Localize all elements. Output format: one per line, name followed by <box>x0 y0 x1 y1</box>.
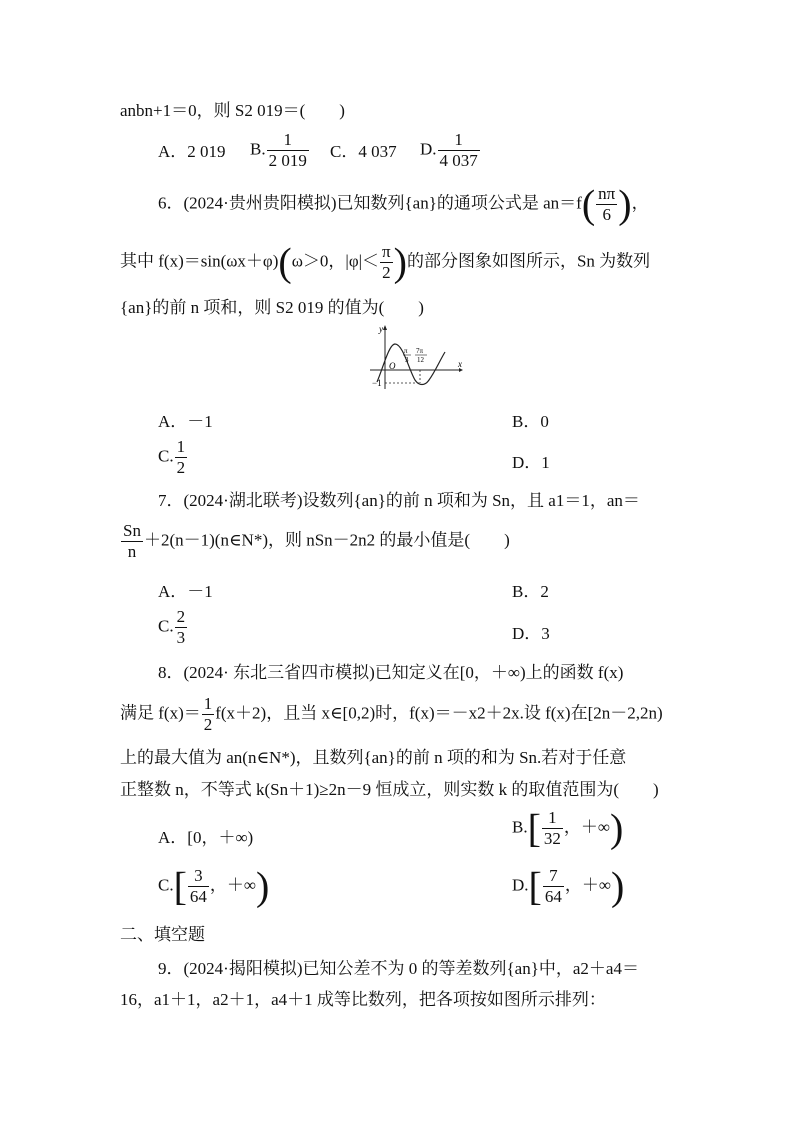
denominator: 3 <box>176 628 186 647</box>
q7-option-c <box>158 607 188 648</box>
infinity-text: ，＋∞ <box>209 875 257 895</box>
stem-text: 其中 f(x)＝sin(ωx＋φ) <box>120 251 279 271</box>
numerator: 1 <box>203 694 213 713</box>
fraction <box>543 866 564 907</box>
infinity-text: ，＋∞ <box>564 875 611 895</box>
fraction <box>175 437 188 478</box>
numerator: 1 <box>548 808 557 827</box>
fraction <box>175 607 188 648</box>
bracket-left: [ <box>527 805 541 851</box>
denominator: 32 <box>543 829 561 848</box>
q7-option-b: B．2 <box>512 582 549 601</box>
seven-pi-numerator: 7π <box>416 347 424 355</box>
q6-option-a: A．－1 <box>158 412 213 431</box>
neg-one-label: −1 <box>372 378 382 388</box>
q8-stem-line1: 8．(2024· 东北三省四市模拟)已知定义在[0，＋∞)上的函数 f(x) <box>158 663 624 682</box>
fraction <box>596 184 617 225</box>
q5-option-a: A．2 019 <box>158 142 226 161</box>
option-label: D. <box>512 875 529 895</box>
q6-option-d: D．1 <box>512 453 550 472</box>
y-label: y <box>379 324 383 334</box>
option-label: D. <box>420 139 437 159</box>
numerator: 7 <box>549 866 558 885</box>
option-label: C. <box>158 446 174 466</box>
pi-over-three-numerator: π <box>404 347 408 355</box>
pi-over-three-denominator: 3 <box>405 356 409 364</box>
q7-option-d: D．3 <box>512 624 550 643</box>
stem-text: 6．(2024·贵州贵阳模拟)已知数列{an}的通项公式是 an＝f <box>158 193 582 213</box>
option-label: C. <box>158 875 174 895</box>
q8-option-c <box>158 863 270 909</box>
denominator: 64 <box>544 887 562 906</box>
q9-stem-line2: 16，a1＋1，a2＋1，a4＋1 成等比数列，把各项按如图所示排列： <box>120 990 606 1009</box>
paren-right: ) <box>256 863 270 909</box>
fraction <box>542 808 563 849</box>
sine-curve <box>377 344 445 385</box>
fraction <box>267 130 309 171</box>
q6-option-c <box>158 437 188 478</box>
paren-right: ) <box>610 805 624 851</box>
numerator: Sn <box>123 521 141 540</box>
denominator: 2 <box>203 715 213 734</box>
paren-right: ) <box>393 239 407 285</box>
numerator: nπ <box>598 184 616 203</box>
condition-text: ω＞0，|φ|＜ <box>291 251 380 271</box>
q6-stem-line2 <box>120 239 651 285</box>
q6-option-b: B．0 <box>512 412 549 431</box>
section-heading: 二、填空题 <box>120 925 205 945</box>
paren-left: ( <box>581 181 596 227</box>
numerator: 1 <box>454 130 463 149</box>
paren-left: ( <box>278 239 292 285</box>
q7-stem-line1: 7．(2024·湖北联考)设数列{an}的前 n 项和为 Sn，且 a1＝1，an＝ <box>158 491 640 510</box>
denominator: 2 <box>380 262 393 283</box>
q8-stem-line2 <box>120 694 663 735</box>
paren-right: ) <box>618 181 632 227</box>
q8-stem-line3: 上的最大值为 an(n∈N*)，且数列{an}的前 n 项的和为 Sn.若对于任意 <box>120 748 627 767</box>
denominator: 2 019 <box>268 151 307 170</box>
stem-text: 满足 f(x)＝ <box>120 703 201 723</box>
q5-option-d <box>420 130 481 171</box>
numerator: 1 <box>283 130 292 149</box>
q5-continuation: anbn+1＝0，则 S2 019＝( ) <box>120 101 345 120</box>
stem-text: f(x＋2)，且当 x∈[0,2)时，f(x)＝－x2＋2x.设 f(x)在[2n－2,2n) <box>215 703 663 723</box>
q6-stem-line3: {an}的前 n 项和，则 S2 019 的值为( ) <box>120 298 424 317</box>
denominator: 4 037 <box>439 151 478 170</box>
y-axis-arrow <box>383 325 387 330</box>
seven-pi-denominator: 12 <box>417 356 424 364</box>
option-label: B. <box>250 139 266 159</box>
numerator: 1 <box>176 437 186 456</box>
q7-option-a: A．－1 <box>158 582 213 601</box>
numerator: 2 <box>176 607 186 626</box>
denominator: 2 <box>176 458 186 477</box>
x-label: x <box>458 359 462 369</box>
q5-option-b <box>250 130 310 171</box>
stem-text: 的部分图象如图所示，Sn 为数列 <box>406 251 651 271</box>
q6-stem-line1 <box>158 181 649 227</box>
q8-option-d <box>512 863 625 909</box>
option-label: B. <box>512 817 528 837</box>
denominator: 64 <box>189 887 207 906</box>
option-label: C. <box>158 616 174 636</box>
paren-right: ) <box>610 863 625 909</box>
bracket-left: [ <box>528 863 542 909</box>
fraction <box>380 242 393 283</box>
numerator: π <box>382 242 391 261</box>
numerator: 3 <box>194 866 203 885</box>
fraction <box>188 866 209 907</box>
q8-option-a: A．[0，＋∞) <box>158 828 254 847</box>
q8-stem-line4: 正整数 n，不等式 k(Sn＋1)≥2n－9 恒成立，则实数 k 的取值范围为( ) <box>120 780 659 799</box>
fraction <box>121 521 143 562</box>
stem-text: ＋2(n－1)(n∈N*)，则 nSn－2n2 的最小值是( ) <box>143 530 510 550</box>
q7-stem-line2 <box>120 521 510 562</box>
infinity-text: ，＋∞ <box>563 817 611 837</box>
denominator: n <box>121 541 143 562</box>
bracket-left: [ <box>173 863 187 909</box>
q5-option-c: C．4 037 <box>330 142 397 161</box>
origin-label: O <box>389 361 396 371</box>
q9-stem-line1: 9．(2024·揭阳模拟)已知公差不为 0 的等差数列{an}中，a2＋a4＝ <box>158 959 639 978</box>
fraction <box>202 694 215 735</box>
sine-graph-figure <box>365 322 465 392</box>
denominator: 6 <box>596 204 617 225</box>
fraction <box>438 130 480 171</box>
q8-option-b <box>512 805 624 851</box>
comma: ， <box>631 193 649 213</box>
